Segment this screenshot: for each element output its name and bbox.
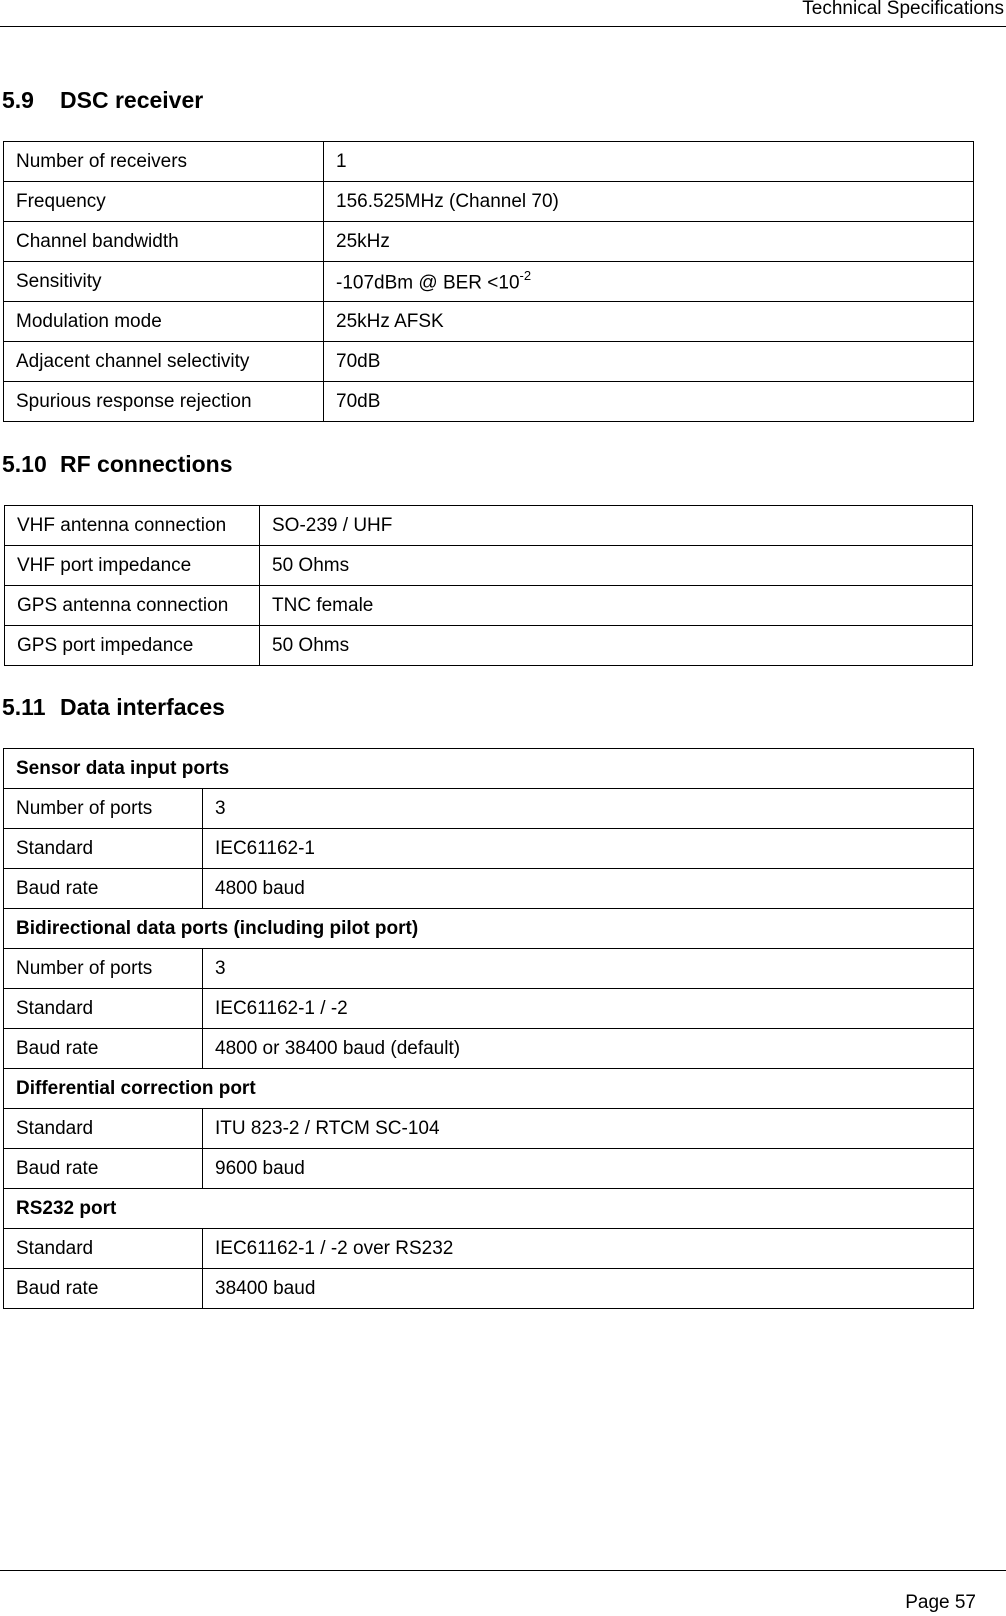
table-row (5, 546, 973, 586)
row-value: 1 (324, 142, 974, 182)
group-header-row (4, 909, 974, 949)
row-label: GPS antenna connection (5, 586, 260, 626)
table-row (4, 262, 974, 302)
group-title-differential-correction: Differential correction port (4, 1069, 974, 1109)
section-title: DSC receiver (60, 87, 204, 113)
group-title-rs232: RS232 port (4, 1189, 974, 1229)
table-row (5, 506, 973, 546)
table-row (4, 869, 974, 909)
table-row (4, 182, 974, 222)
row-label: Spurious response rejection (4, 382, 324, 422)
rf-connections-table (4, 505, 973, 666)
table-row (4, 1109, 974, 1149)
row-value: 25kHz (324, 222, 974, 262)
table-row (4, 382, 974, 422)
section-title: Data interfaces (60, 694, 225, 720)
table-row (4, 1029, 974, 1069)
row-value: IEC61162-1 / -2 over RS232 (203, 1229, 974, 1269)
table-row (5, 586, 973, 626)
row-label: Standard (4, 989, 203, 1029)
row-value: 25kHz AFSK (324, 302, 974, 342)
row-value: 4800 or 38400 baud (default) (203, 1029, 974, 1069)
row-label: Number of receivers (4, 142, 324, 182)
row-label: Baud rate (4, 1029, 203, 1069)
row-value: SO-239 / UHF (260, 506, 973, 546)
table-row (4, 829, 974, 869)
footer-divider (0, 1570, 1006, 1571)
row-label: Number of ports (4, 949, 203, 989)
row-label: VHF port impedance (5, 546, 260, 586)
table-row (4, 1229, 974, 1269)
row-value: ITU 823-2 / RTCM SC-104 (203, 1109, 974, 1149)
table-row (4, 222, 974, 262)
row-label: Number of ports (4, 789, 203, 829)
row-value: IEC61162-1 (203, 829, 974, 869)
table-row (4, 1149, 974, 1189)
dsc-receiver-table (3, 141, 974, 422)
table-row (4, 1269, 974, 1309)
section-number: 5.9 (2, 87, 34, 113)
table-row (4, 949, 974, 989)
group-header-row (4, 749, 974, 789)
row-value: 70dB (324, 382, 974, 422)
row-label: Standard (4, 1109, 203, 1149)
section-heading-data-interfaces (2, 693, 225, 721)
row-value: 38400 baud (203, 1269, 974, 1309)
table-row (4, 302, 974, 342)
section-title: RF connections (60, 451, 233, 477)
sensitivity-value: -107dBm @ BER <10 (336, 272, 520, 294)
row-label: Baud rate (4, 1269, 203, 1309)
row-label: Baud rate (4, 869, 203, 909)
table-row (4, 142, 974, 182)
section-number: 5.10 (2, 451, 47, 477)
section-number: 5.11 (2, 694, 46, 720)
row-value: 50 Ohms (260, 626, 973, 666)
page-header-title: Technical Specifications (802, 0, 1004, 19)
row-label: Channel bandwidth (4, 222, 324, 262)
row-label: Baud rate (4, 1149, 203, 1189)
row-value: 3 (203, 949, 974, 989)
header-divider (0, 26, 1006, 27)
row-value: 156.525MHz (Channel 70) (324, 182, 974, 222)
row-label: Frequency (4, 182, 324, 222)
group-title-sensor-input: Sensor data input ports (4, 749, 974, 789)
group-header-row (4, 1069, 974, 1109)
row-label: GPS port impedance (5, 626, 260, 666)
table-row (4, 342, 974, 382)
table-row (4, 989, 974, 1029)
table-row (4, 789, 974, 829)
row-label: VHF antenna connection (5, 506, 260, 546)
row-label: Sensitivity (4, 262, 324, 302)
section-heading-rf-connections (2, 450, 233, 478)
page-number: Page 57 (905, 1592, 976, 1613)
row-value: 9600 baud (203, 1149, 974, 1189)
data-interfaces-table (3, 748, 974, 1309)
row-value: TNC female (260, 586, 973, 626)
row-value: IEC61162-1 / -2 (203, 989, 974, 1029)
row-label: Modulation mode (4, 302, 324, 342)
sensitivity-exponent: -2 (519, 267, 532, 283)
section-heading-dsc-receiver (2, 86, 203, 114)
row-label: Standard (4, 1229, 203, 1269)
row-value (324, 262, 974, 302)
row-value: 50 Ohms (260, 546, 973, 586)
group-title-bidirectional: Bidirectional data ports (including pilot port) (4, 909, 974, 949)
row-label: Standard (4, 829, 203, 869)
group-header-row (4, 1189, 974, 1229)
row-value: 3 (203, 789, 974, 829)
row-label: Adjacent channel selectivity (4, 342, 324, 382)
table-row (5, 626, 973, 666)
row-value: 4800 baud (203, 869, 974, 909)
row-value: 70dB (324, 342, 974, 382)
